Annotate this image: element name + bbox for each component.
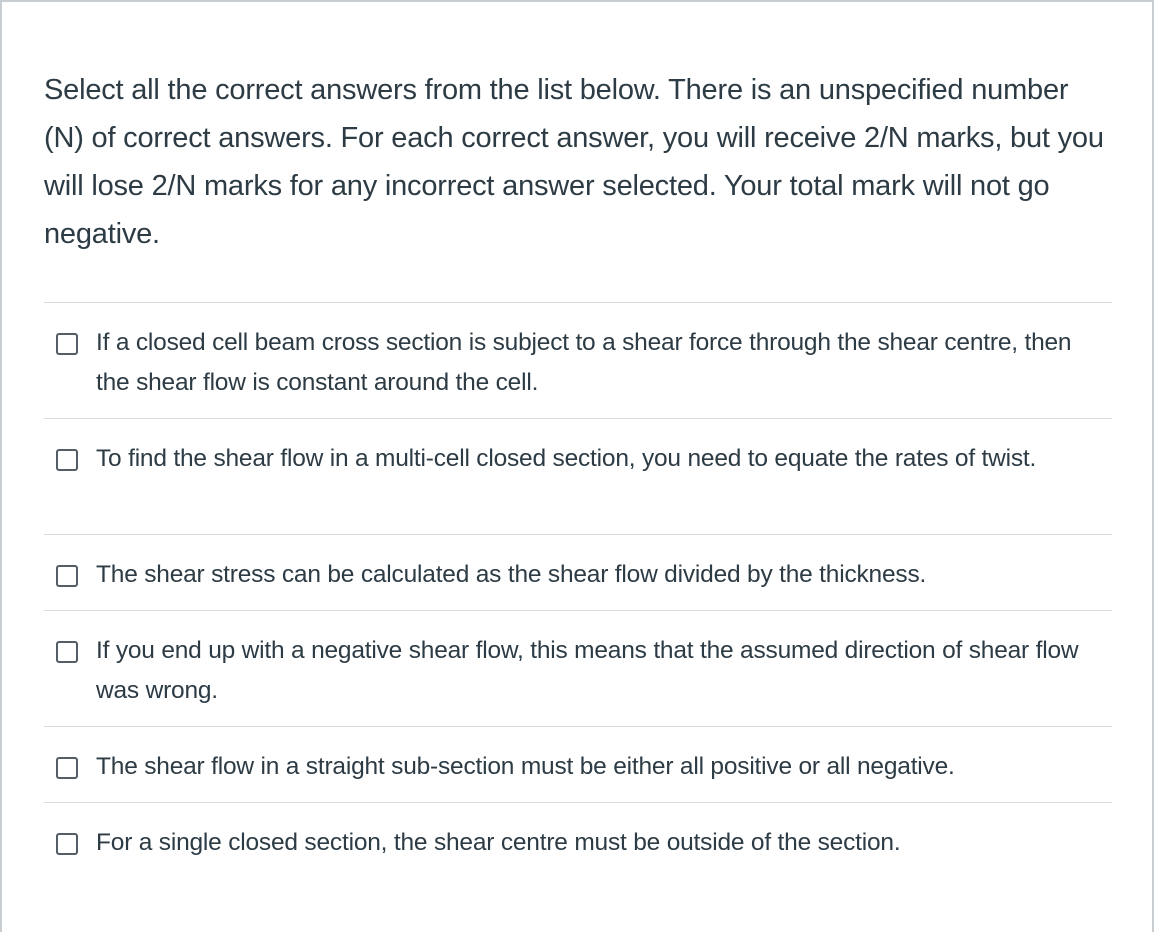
answer-option-4[interactable] [44, 610, 1112, 726]
answer-label-1[interactable]: If a closed cell beam cross section is subject to a shear force through the shear centre, then the shear flow is constant around the cell. [96, 329, 1072, 396]
answer-list [44, 302, 1112, 882]
answer-option-6[interactable] [44, 802, 1112, 882]
answer-option-3[interactable] [44, 534, 1112, 610]
checkbox-answer-2[interactable] [56, 449, 78, 471]
answer-option-1[interactable] [44, 302, 1112, 418]
answer-option-2[interactable] [44, 418, 1112, 534]
checkbox-answer-5[interactable] [56, 757, 78, 779]
answer-label-5[interactable]: The shear flow in a straight sub-section must be either all positive or all negative. [96, 753, 955, 780]
checkbox-answer-3[interactable] [56, 565, 78, 587]
checkbox-answer-1[interactable] [56, 333, 78, 355]
answer-label-4[interactable]: If you end up with a negative shear flow, this means that the assumed direction of shear flow was wrong. [96, 637, 1079, 704]
answer-option-5[interactable] [44, 726, 1112, 802]
answer-label-6[interactable]: For a single closed section, the shear centre must be outside of the section. [96, 829, 901, 856]
checkbox-answer-6[interactable] [56, 833, 78, 855]
question-instructions: Select all the correct answers from the list below. There is an unspecified number (N) of correct answers. For each correct answer, you will receive 2/N marks, but you will lose 2/N marks for any incorrect answer selected. Your total mark will not go negative. [44, 74, 1104, 250]
checkbox-answer-4[interactable] [56, 641, 78, 663]
answer-label-2[interactable]: To find the shear flow in a multi-cell closed section, you need to equate the rates of twist. [96, 445, 1037, 472]
answer-label-3[interactable]: The shear stress can be calculated as the shear flow divided by the thickness. [96, 561, 927, 588]
